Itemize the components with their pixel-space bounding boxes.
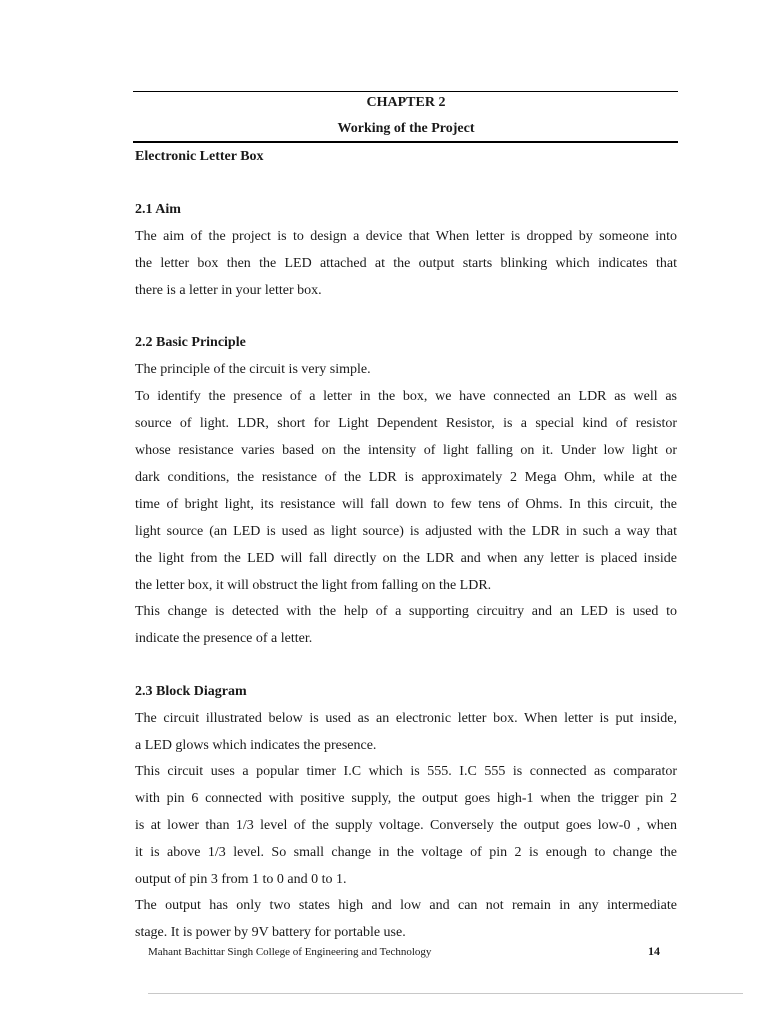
block-line: output of pin 3 from 1 to 0 and 0 to 1. — [135, 872, 347, 887]
section-heading-aim: 2.1 Aim — [135, 202, 181, 217]
aim-line: The aim of the project is to design a device that When letter is dropped by someone into — [135, 229, 677, 244]
chapter-label: CHAPTER 2 — [366, 95, 446, 110]
principle-line: source of light. LDR, short for Light Dependent Resistor, is a special kind of resistor — [135, 416, 677, 431]
aim-line: there is a letter in your letter box. — [135, 283, 322, 298]
chapter-title: Working of the Project — [337, 121, 475, 136]
block-line: This circuit uses a popular timer I.C which is 555. I.C 555 is connected as comparator — [135, 764, 677, 779]
aim-line: the letter box then the LED attached at the output starts blinking which indicates that — [135, 256, 677, 271]
block-line: is at lower than 1/3 level of the supply voltage. Conversely the output goes low-0 , when — [135, 818, 677, 833]
footer-rule — [148, 993, 743, 994]
section-heading-block-diagram: 2.3 Block Diagram — [135, 684, 247, 699]
principle-line: time of bright light, its resistance will fall down to few tens of Ohms. In this circuit, the — [135, 497, 677, 512]
principle-line: dark conditions, the resistance of the LDR is approximately 2 Mega Ohm, while at the — [135, 470, 677, 485]
footer-college: Mahant Bachittar Singh College of Engineering and Technology — [148, 946, 432, 958]
block-line: a LED glows which indicates the presence. — [135, 738, 377, 753]
principle-line: To identify the presence of a letter in the box, we have connected an LDR as well as — [135, 389, 677, 404]
page-number: 14 — [648, 944, 660, 958]
principle-line: the letter box, it will obstruct the light from falling on the LDR. — [135, 578, 492, 593]
principle-line: the light from the LED will fall directly on the LDR and when any letter is placed inside — [135, 551, 677, 566]
block-line: stage. It is power by 9V battery for portable use. — [135, 925, 406, 940]
section-heading-principle: 2.2 Basic Principle — [135, 335, 246, 350]
block-line: The output has only two states high and low and can not remain in any intermediate — [135, 898, 677, 913]
principle-line: whose resistance varies based on the intensity of light falling on it. Under low light or — [135, 443, 677, 458]
block-line: with pin 6 connected with positive supply, the output goes high-1 when the trigger pin 2 — [135, 791, 677, 806]
principle-line: indicate the presence of a letter. — [135, 631, 313, 646]
block-line: The circuit illustrated below is used as an electronic letter box. When letter is put inside, — [135, 711, 677, 726]
principle-line: This change is detected with the help of a supporting circuitry and an LED is used to — [135, 604, 677, 619]
principle-line: The principle of the circuit is very simple. — [135, 362, 371, 377]
block-line: it is above 1/3 level. So small change in the voltage of pin 2 is enough to change the — [135, 845, 677, 860]
principle-line: light source (an LED is used as light source) is adjusted with the LDR in such a way that — [135, 524, 677, 539]
document-title: Electronic Letter Box — [135, 149, 264, 164]
